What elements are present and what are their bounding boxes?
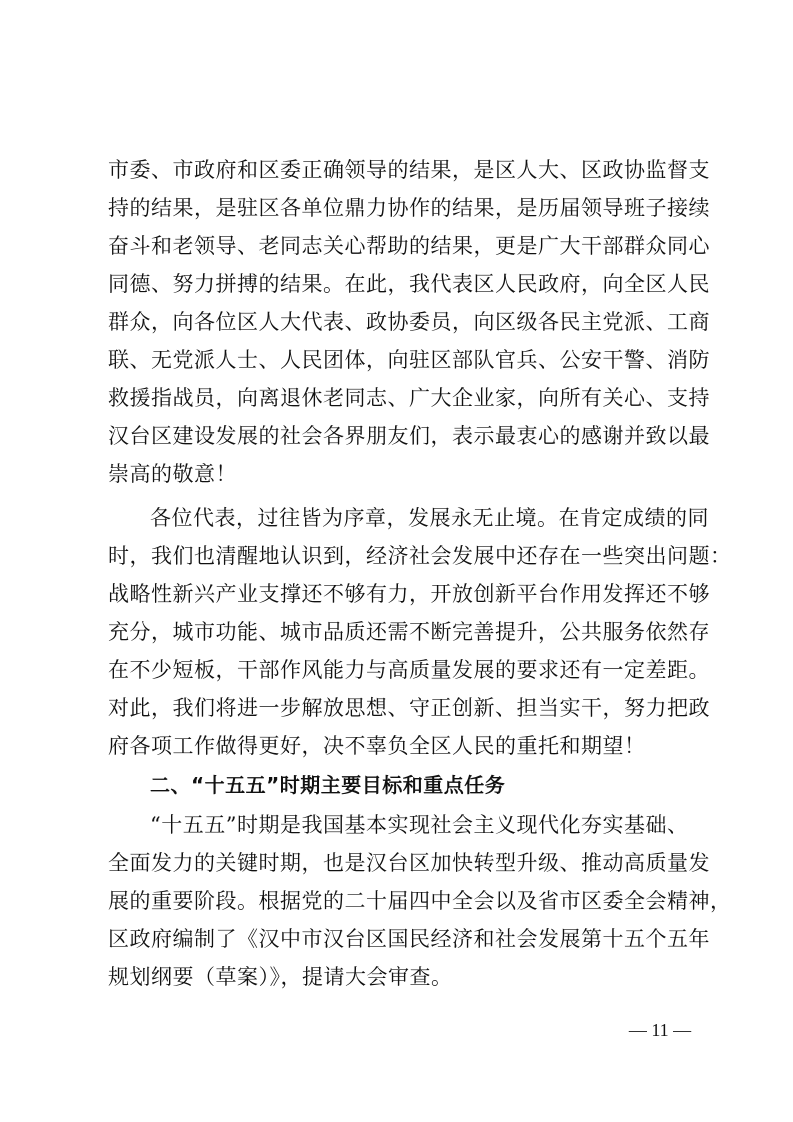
paragraph-line: 区政府编制了《汉中市汉台区国民经济和社会发展第十五个五年 [108, 927, 710, 951]
paragraph-line: 同德、努力拼搏的结果。在此，我代表区人民政府，向全区人民 [108, 272, 710, 296]
paragraph-line: 在不少短板，干部作风能力与高质量发展的要求还有一定差距。 [108, 658, 710, 682]
paragraph-line: 汉台区建设发展的社会各界朋友们，表示最衷心的感谢并致以最 [108, 424, 710, 448]
paragraph-line: 府各项工作做得更好，决不辜负全区人民的重托和期望！ [108, 734, 646, 758]
paragraph-line: 市委、市政府和区委正确领导的结果，是区人大、区政协监督支 [108, 158, 710, 182]
paragraph-line: 充分，城市功能、城市品质还需不断完善提升，公共服务依然存 [108, 620, 710, 644]
paragraph-line: 群众，向各位区人大代表、政协委员，向区级各民主党派、工商 [108, 310, 710, 334]
paragraph-line: 对此，我们将进一步解放思想、守正创新、担当实干，努力把政 [108, 696, 710, 720]
paragraph-line: 全面发力的关键时期，也是汉台区加快转型升级、推动高质量发 [108, 851, 710, 875]
paragraph-line: 展的重要阶段。根据党的二十届四中全会以及省市区委全会精神， [108, 889, 732, 913]
page-number: — 11 — [628, 1020, 692, 1040]
paragraph-line: 联、无党派人士、人民团体，向驻区部队官兵、公安干警、消防 [108, 348, 710, 372]
paragraph-line: 持的结果，是驻区各单位鼎力协作的结果，是历届领导班子接续 [108, 196, 710, 220]
section-heading: 二、“十五五”时期主要目标和重点任务 [150, 773, 506, 797]
paragraph-line: 时，我们也清醒地认识到，经济社会发展中还存在一些突出问题： [108, 544, 732, 568]
paragraph-line: “十五五”时期是我国基本实现社会主义现代化夯实基础、 [150, 813, 689, 837]
paragraph-line: 各位代表，过往皆为序章，发展永无止境。在肯定成绩的同 [150, 506, 709, 530]
paragraph-line: 救援指战员，向离退休老同志、广大企业家，向所有关心、支持 [108, 386, 710, 410]
paragraph-line: 奋斗和老领导、老同志关心帮助的结果，更是广大干部群众同心 [108, 234, 710, 258]
paragraph-line: 崇高的敬意！ [108, 462, 237, 486]
paragraph-line: 规划纲要（草案）》，提请大会审查。 [108, 965, 453, 989]
paragraph-line: 战略性新兴产业支撑还不够有力，开放创新平台作用发挥还不够 [108, 582, 710, 606]
